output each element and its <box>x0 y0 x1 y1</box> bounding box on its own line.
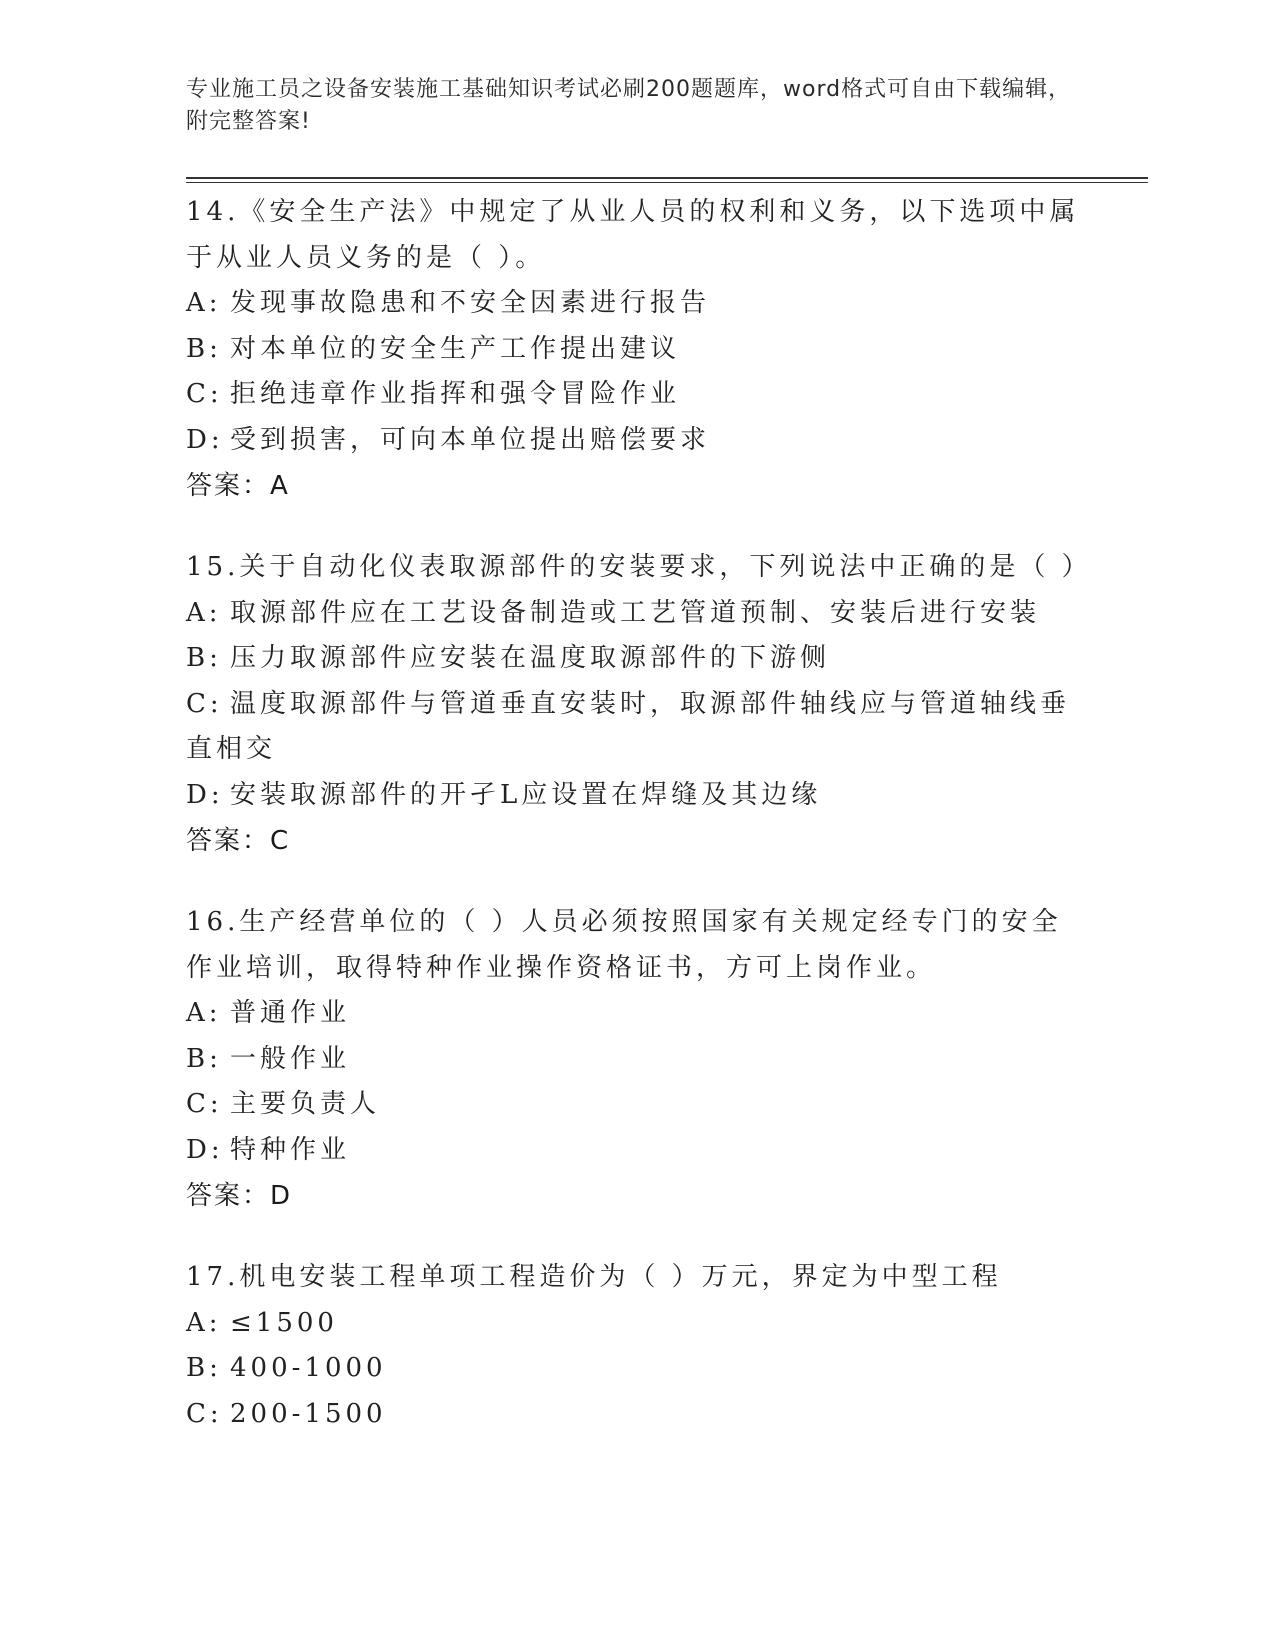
option-b <box>186 636 1086 682</box>
option-c <box>186 1082 1086 1128</box>
option-d <box>186 1128 1086 1174</box>
option-a <box>186 281 1086 327</box>
option-d <box>186 418 1086 464</box>
question-15 <box>186 545 1092 864</box>
option-letter: A: <box>186 288 222 318</box>
answer-line: 答案：C <box>186 826 291 856</box>
option-text: 普通作业 <box>230 998 351 1028</box>
header-divider-thin <box>186 182 1148 183</box>
answer-line: 答案：A <box>186 471 290 501</box>
option-c <box>186 372 1086 418</box>
option-a <box>186 991 1086 1037</box>
option-c <box>186 1392 1086 1438</box>
option-text: 受到损害，可向本单位提出赔偿要求 <box>230 424 711 455</box>
option-letter: B: <box>186 333 222 364</box>
question-stem: 15.关于自动化仪表取源部件的安装要求，下列说法中正确的是（ ） <box>186 552 1092 582</box>
option-letter: D: <box>186 1134 224 1165</box>
option-b <box>186 327 1086 373</box>
question-stem: 14.《安全生产法》中规定了从业人员的权利和义务，以下选项中属于从业人员义务的是（ ）。 <box>186 197 1080 273</box>
answer-line: 答案：D <box>186 1181 293 1211</box>
option-letter: A: <box>186 998 222 1028</box>
option-text: 取源部件应在工艺设备制造或工艺管道预制、安装后进行安装 <box>230 597 1041 628</box>
header-divider-thick <box>186 177 1148 179</box>
option-letter: B: <box>186 643 222 673</box>
option-d <box>186 773 1086 819</box>
option-text: 压力取源部件应安装在温度取源部件的下游侧 <box>230 643 831 673</box>
option-text: 主要负责人 <box>230 1089 381 1119</box>
option-a <box>186 591 1086 637</box>
option-text: 200-1500 <box>230 1398 387 1429</box>
option-letter: A: <box>186 597 222 628</box>
option-b <box>186 1346 1086 1392</box>
option-letter: C: <box>186 1398 223 1429</box>
question-16 <box>186 900 1086 1219</box>
option-text: 对本单位的安全生产工作提出建议 <box>230 333 681 364</box>
option-text: 拒绝违章作业指挥和强令冒险作业 <box>230 379 681 409</box>
question-list <box>186 190 1092 1473</box>
option-text: ≤1500 <box>230 1307 338 1338</box>
option-letter: D: <box>186 424 224 455</box>
option-letter: C: <box>186 379 223 409</box>
option-text: 发现事故隐患和不安全因素进行报告 <box>230 288 711 318</box>
option-b <box>186 1037 1086 1083</box>
question-stem: 17.机电安装工程单项工程造价为（ ）万元，界定为中型工程 <box>186 1262 1002 1292</box>
document-header: 专业施工员之设备安装施工基础知识考试必刷200题题库，word格式可自由下载编辑，附完整答案! <box>186 77 1072 134</box>
option-text: 400-1000 <box>230 1353 387 1383</box>
question-14 <box>186 190 1086 509</box>
option-letter: A: <box>186 1307 222 1338</box>
option-text: 安装取源部件的开孑L应设置在焊缝及其边缘 <box>230 779 822 810</box>
option-letter: D: <box>186 779 224 810</box>
option-text: 温度取源部件与管道垂直安装时，取源部件轴线应与管道轴线垂直相交 <box>186 688 1071 764</box>
option-letter: C: <box>186 688 223 719</box>
option-text: 特种作业 <box>230 1134 351 1165</box>
question-stem: 16.生产经营单位的（ ）人员必须按照国家有关规定经专门的安全作业培训，取得特种作业操作资格证书，方可上岗作业。 <box>186 907 1062 983</box>
option-letter: B: <box>186 1353 222 1383</box>
option-c <box>186 682 1086 773</box>
question-17 <box>186 1255 1086 1437</box>
option-text: 一般作业 <box>230 1043 351 1074</box>
option-letter: B: <box>186 1043 222 1074</box>
option-a <box>186 1301 1086 1347</box>
option-letter: C: <box>186 1089 223 1119</box>
